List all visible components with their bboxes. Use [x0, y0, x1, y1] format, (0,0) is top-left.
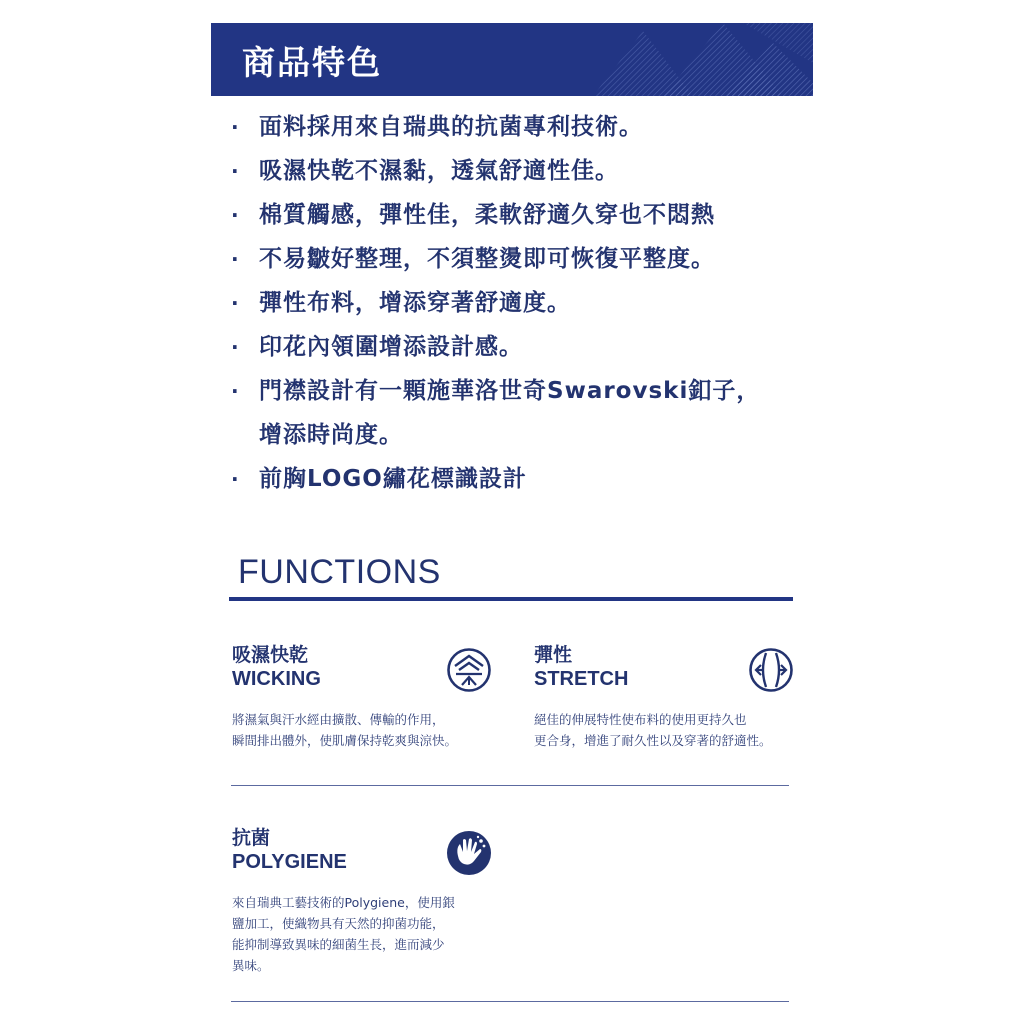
feature-text: 棉質觸感，彈性佳，柔軟舒適久穿也不悶熱 [259, 202, 715, 228]
feature-text: 吸濕快乾不濕黏，透氣舒適性佳。 [259, 158, 619, 184]
bullet: · [231, 467, 240, 491]
feature-item-continuation [229, 413, 819, 457]
stretch-icon [748, 647, 794, 693]
function-description [232, 892, 502, 976]
wicking-icon [446, 647, 492, 693]
feature-item [229, 193, 819, 237]
header-stripe-pattern [573, 23, 813, 96]
function-wicking [232, 643, 502, 751]
feature-text: 彈性布料，增添穿著舒適度。 [259, 290, 571, 316]
bullet: · [231, 379, 240, 403]
desc-line: 將濕氣與汗水經由擴散、傳輸的作用， [232, 712, 445, 727]
desc-line: 來自瑞典工藝技術的Polygiene，使用銀 [232, 895, 455, 910]
desc-line: 更合身，增進了耐久性以及穿著的舒適性。 [534, 733, 772, 748]
polygiene-hand-icon [446, 830, 492, 876]
feature-item [229, 325, 819, 369]
desc-line: 異味。 [232, 958, 270, 973]
feature-text: 印花內領圍增添設計感。 [259, 334, 523, 360]
bullet: · [231, 247, 240, 271]
function-zh-label: 吸濕快乾 [232, 644, 309, 666]
feature-item [229, 149, 819, 193]
desc-line: 絕佳的伸展特性使布料的使用更持久也 [534, 712, 747, 727]
section-divider [231, 785, 789, 786]
bullet: · [231, 115, 240, 139]
function-zh-label: 抗菌 [232, 827, 271, 849]
feature-text: 門襟設計有一顆施華洛世奇Swarovski釦子， [259, 378, 761, 404]
feature-item [229, 369, 819, 413]
feature-item [229, 105, 819, 149]
function-en-label: STRETCH [534, 668, 629, 690]
functions-divider [229, 597, 793, 601]
feature-list [229, 105, 819, 501]
function-description [534, 709, 804, 751]
features-header-band [211, 23, 813, 96]
features-title: 商品特色 [242, 43, 382, 82]
functions-title: FUNCTIONS [238, 553, 441, 591]
feature-text: 增添時尚度。 [259, 422, 403, 448]
bullet: · [231, 203, 240, 227]
feature-text: 前胸LOGO繡花標識設計 [259, 466, 527, 492]
function-description [232, 709, 502, 751]
function-stretch [534, 643, 804, 751]
bullet: · [231, 335, 240, 359]
section-divider [231, 1001, 789, 1002]
feature-text: 面料採用來自瑞典的抗菌專利技術。 [259, 114, 643, 140]
feature-item [229, 457, 819, 501]
function-en-label: WICKING [232, 668, 321, 690]
function-en-label: POLYGIENE [232, 851, 347, 873]
desc-line: 瞬間排出體外，使肌膚保持乾爽與涼快。 [232, 733, 458, 748]
desc-line: 鹽加工，使織物具有天然的抑菌功能， [232, 916, 445, 931]
function-polygiene [232, 826, 502, 976]
feature-text: 不易皺好整理，不須整燙即可恢復平整度。 [259, 246, 715, 272]
desc-line: 能抑制導致異味的細菌生長，進而減少 [232, 937, 445, 952]
feature-item [229, 237, 819, 281]
function-zh-label: 彈性 [534, 644, 573, 666]
feature-item [229, 281, 819, 325]
bullet: · [231, 291, 240, 315]
bullet: · [231, 159, 240, 183]
